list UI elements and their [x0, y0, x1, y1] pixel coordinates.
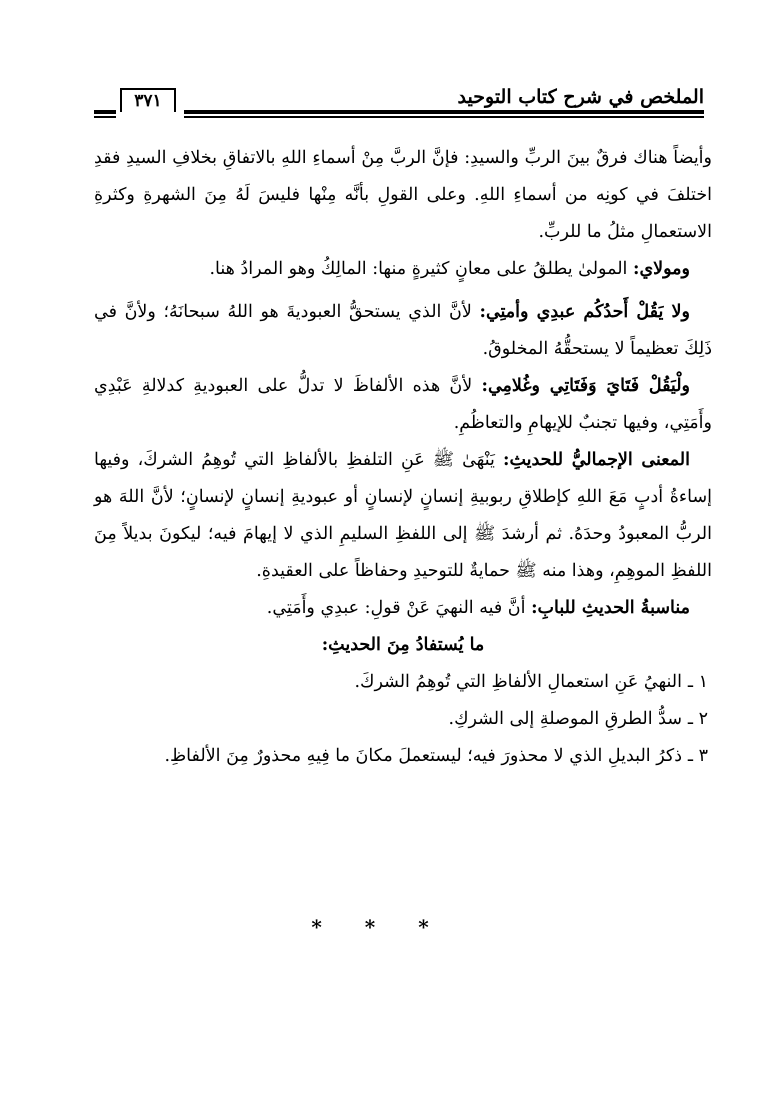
text-general-meaning: يَنْهَىٰ ﷺ عَنِ التلفظِ بالألفاظِ التي تُوهِمُ الشركَ، وفيها إساءةُ أدبٍ مَعَ اللهِ كإطلاقِ ربوبيةِ إنسانٍ لإنسانٍ أو عبوديةِ إنسانٍ لإنسانٍ؛ لأنَّ اللهَ هو الربُّ المعبودُ وحدَهُ. ثم أرشدَ ﷺ إلى اللفظِ السليمِ الذي لا إيهامَ فيه؛ ليكونَ بديلاً مِنَ اللفظِ الموهِمِ، وهذا منه ﷺ حمايةٌ للتوحيدِ وحفاظاً على العقيدةِ.: [94, 450, 712, 581]
term-fatay: ولْيَقُلْ فَتَايَ وَفَتَاتِي وغُلامِي:: [481, 376, 690, 396]
paragraph-relevance: [94, 590, 712, 627]
list-number: ٣ ـ: [687, 746, 708, 766]
list-item: [94, 738, 712, 775]
header-rule-left-thick: [94, 110, 116, 114]
text-fatay: لأنَّ هذه الألفاظَ لا تدلُّ على العبوديةِ كدلالةِ عَبْدِي وأَمَتِي، وفيها تجنبٌ للإيهامِ والتعاظُمِ.: [94, 376, 712, 433]
page-header: [94, 84, 704, 128]
paragraph-general-meaning: [94, 442, 712, 590]
text-mawlay: المولىٰ يطلقُ على معانٍ كثيرةٍ منها: المالِكُ وهو المرادُ هنا.: [209, 259, 628, 279]
list-number: ١ ـ: [687, 672, 708, 692]
term-relevance: مناسبةُ الحديثِ للبابِ:: [531, 598, 690, 618]
paragraph-mawlay: [94, 251, 712, 288]
list-item: [94, 664, 712, 701]
term-mawlay: ومولاي:: [632, 259, 690, 279]
list-text: ذكرُ البديلِ الذي لا محذورَ فيه؛ ليستعملَ مكانَ ما فِيهِ محذورٌ مِنَ الألفاظِ.: [164, 746, 682, 766]
benefits-heading: ما يُستفادُ مِنَ الحديثِ:: [321, 635, 485, 655]
text-relevance: أنَّ فيه النهيَ عَنْ قولِ: عبدِي وأَمَتِي.: [266, 598, 526, 618]
book-title: الملخص في شرح كتاب التوحيد: [457, 86, 704, 108]
list-item: [94, 701, 712, 738]
text-abdi-amati: لأنَّ الذي يستحقُّ العبوديةَ هو اللهُ سبحانَهُ؛ ولأنَّ في ذَلِكَ تعظيماً لا يستحقُّهُ المخلوقُ.: [94, 302, 712, 359]
header-rule-left-thin: [94, 116, 116, 118]
paragraph-rab-sayyid: وأيضاً هناك فرقٌ بينَ الربِّ والسيدِ: فإنَّ الربَّ مِنْ أسماءِ اللهِ بالاتفاقِ بخلافِ السيدِ فقدِ اختلفَ في كونِه من أسماءِ اللهِ. وعلى القولِ بأنَّه مِنْها فليسَ لَهُ مِنَ الشهرةِ وكثرةِ الاستعمالِ مثلُ ما للربِّ.: [94, 148, 712, 242]
section-separator: * * *: [311, 915, 447, 939]
list-number: ٢ ـ: [687, 709, 708, 729]
header-rule-right-thick: [184, 110, 704, 114]
term-abdi-amati: ولا يَقُلْ أَحدُكُم عبدِي وأمتِي:: [479, 302, 690, 322]
header-rule-right-thin: [184, 116, 704, 118]
list-text: النهيُ عَنِ استعمالِ الألفاظِ التي تُوهِمُ الشركَ.: [354, 672, 682, 692]
page-number: ٣٧١: [120, 88, 176, 112]
body-text: [94, 140, 712, 775]
paragraph-abdi-amati: [94, 294, 712, 368]
term-general-meaning: المعنى الإجماليُّ للحديثِ:: [502, 450, 690, 470]
list-text: سدُّ الطرقِ الموصلةِ إلى الشركِ.: [448, 709, 682, 729]
paragraph-fatay: [94, 368, 712, 442]
